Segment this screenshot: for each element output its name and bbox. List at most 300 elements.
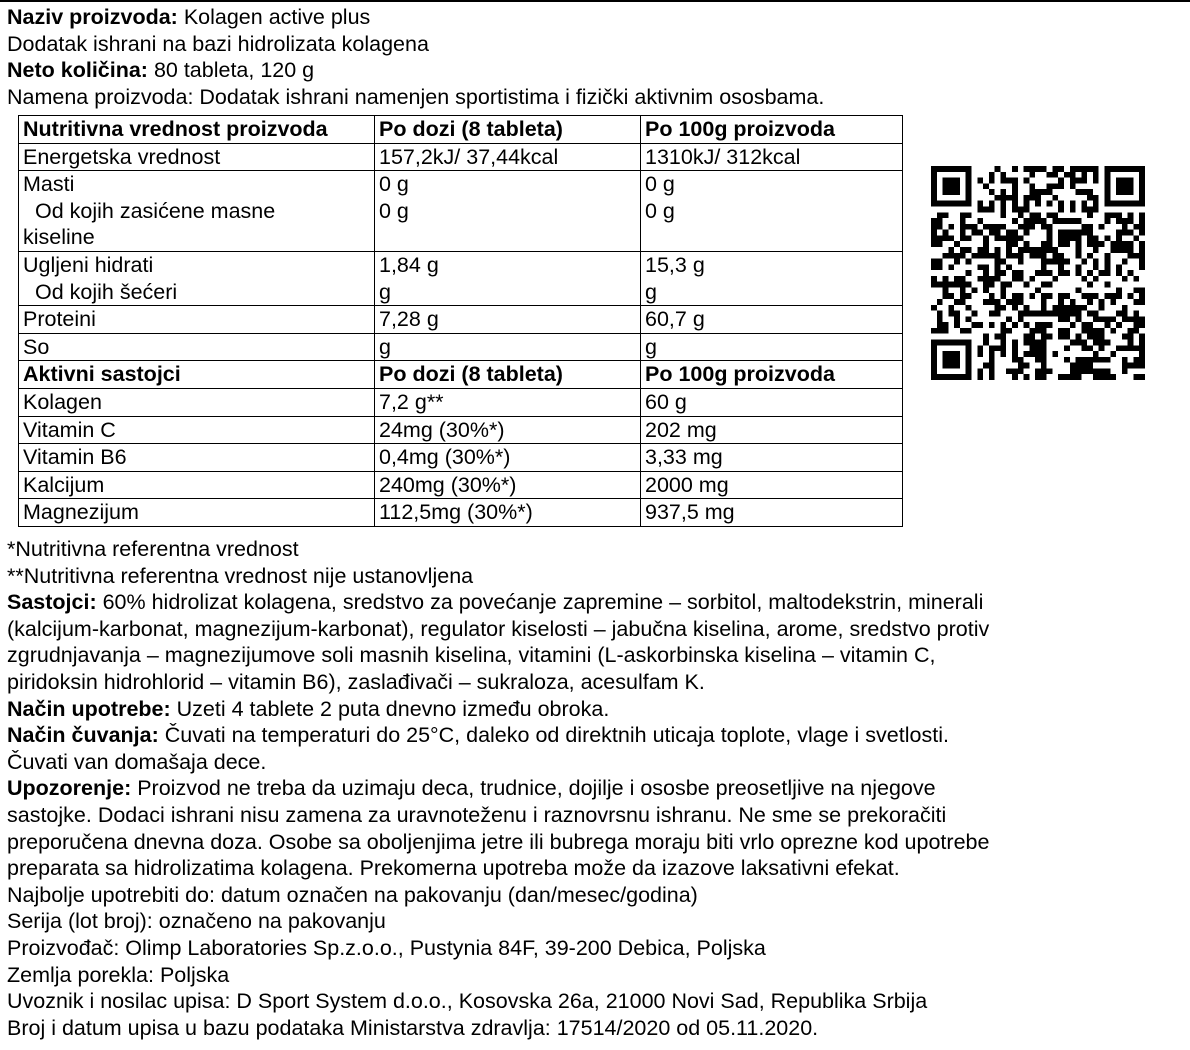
qr-module xyxy=(1139,287,1145,293)
qr-module xyxy=(960,212,966,218)
qr-module xyxy=(1018,363,1024,369)
qr-module xyxy=(948,264,954,270)
table-cell: 240mg (30%*) xyxy=(375,471,641,499)
qr-module xyxy=(937,328,943,334)
qr-module xyxy=(1076,316,1082,322)
qr-module xyxy=(1029,212,1035,218)
qr-module xyxy=(977,218,983,224)
qr-module xyxy=(989,374,995,380)
qr-module xyxy=(1018,316,1024,322)
qr-module xyxy=(1024,305,1030,311)
table-cell xyxy=(641,251,903,305)
table-row xyxy=(19,306,903,334)
qr-module xyxy=(989,293,995,299)
qr-module xyxy=(1064,218,1070,224)
qr-module xyxy=(1076,264,1082,270)
qr-module xyxy=(1058,178,1064,184)
table-row xyxy=(19,143,903,171)
qr-module xyxy=(1076,218,1082,224)
qr-module xyxy=(1058,230,1064,236)
net-quantity-line xyxy=(7,57,1183,84)
qr-module xyxy=(1139,253,1145,259)
qr-module xyxy=(1093,334,1099,340)
qr-module xyxy=(1081,189,1087,195)
qr-module xyxy=(1000,328,1006,334)
qr-module xyxy=(1087,230,1093,236)
qr-module xyxy=(1000,287,1006,293)
qr-module xyxy=(1029,172,1035,178)
qr-module xyxy=(1070,166,1076,172)
qr-module xyxy=(1029,351,1035,357)
qr-module xyxy=(1035,368,1041,374)
qr-module xyxy=(1093,316,1099,322)
qr-module xyxy=(1093,247,1099,253)
qr-module xyxy=(1116,322,1122,328)
table-cell: 24mg (30%*) xyxy=(375,416,641,444)
fat-dose: 0 g xyxy=(379,172,409,197)
qr-module xyxy=(1047,189,1053,195)
warning-text: preporučena dnevna doza. Osobe sa oboljenjima jetre ili bubrega moraju biti vrlo oprezne kod upotrebe xyxy=(7,829,990,854)
qr-module xyxy=(1052,172,1058,178)
qr-module xyxy=(960,253,966,259)
qr-module xyxy=(1000,224,1006,230)
qr-module xyxy=(1087,206,1093,212)
qr-module xyxy=(971,224,977,230)
fat-per100-sub: 0 g xyxy=(645,198,675,223)
qr-module xyxy=(1139,212,1145,218)
qr-module xyxy=(1116,345,1122,351)
qr-module xyxy=(1058,253,1064,259)
qr-module xyxy=(1058,305,1064,311)
qr-module xyxy=(1058,334,1064,340)
qr-module xyxy=(1041,259,1047,265)
carbs-dose: 1,84 g xyxy=(379,252,439,277)
qr-module xyxy=(966,293,972,299)
qr-module xyxy=(1064,328,1070,334)
qr-module xyxy=(977,374,983,380)
qr-module xyxy=(1058,299,1064,305)
qr-module xyxy=(989,299,995,305)
storage-text: Čuvati na temperaturi do 25°C, daleko od direktnih uticaja toplote, vlage i svetlosti. xyxy=(158,723,949,748)
qr-module xyxy=(1081,224,1087,230)
qr-module xyxy=(1110,351,1116,357)
qr-module xyxy=(1070,201,1076,207)
qr-module xyxy=(1041,374,1047,380)
qr-module xyxy=(937,311,943,317)
qr-module xyxy=(1110,241,1116,247)
qr-module xyxy=(1105,357,1111,363)
table-cell: 7,2 g** xyxy=(375,388,641,416)
qr-module xyxy=(1000,322,1006,328)
qr-module xyxy=(1052,311,1058,317)
reference-note: *Nutritivna referentna vrednost xyxy=(7,537,299,561)
qr-module xyxy=(1070,340,1076,346)
qr-module xyxy=(1139,340,1145,346)
qr-module xyxy=(1110,316,1116,322)
qr-module xyxy=(1128,212,1134,218)
qr-module xyxy=(1029,293,1035,299)
qr-module xyxy=(1128,316,1134,322)
qr-module xyxy=(1000,305,1006,311)
qr-module xyxy=(1018,368,1024,374)
qr-module xyxy=(989,230,995,236)
qr-module xyxy=(1041,264,1047,270)
qr-module xyxy=(1081,178,1087,184)
qr-module xyxy=(960,230,966,236)
qr-module xyxy=(1133,224,1139,230)
qr-module xyxy=(948,235,954,241)
qr-module xyxy=(1139,316,1145,322)
country-of-origin: Zemlja porekla: Poljska xyxy=(7,962,230,987)
qr-module xyxy=(983,206,989,212)
qr-module xyxy=(1133,328,1139,334)
qr-module xyxy=(1087,253,1093,259)
qr-module xyxy=(1041,224,1047,230)
qr-module xyxy=(1128,334,1134,340)
qr-module xyxy=(1058,235,1064,241)
qr-module xyxy=(1139,224,1145,230)
qr-module xyxy=(983,264,989,270)
qr-module xyxy=(1018,259,1024,265)
nutrition-header-row xyxy=(19,116,903,144)
qr-module xyxy=(1116,293,1122,299)
qr-module xyxy=(1087,368,1093,374)
qr-module xyxy=(1012,201,1018,207)
qr-module xyxy=(1012,345,1018,351)
table-row xyxy=(19,333,903,361)
qr-module xyxy=(1047,322,1053,328)
ingredients-text: 60% hidrolizat kolagena, sredstvo za povećanje zapremine – sorbitol, maltodekstrin, minerali xyxy=(96,590,984,615)
qr-module xyxy=(1116,264,1122,270)
qr-module xyxy=(931,328,937,334)
qr-module xyxy=(989,253,995,259)
qr-module xyxy=(1047,201,1053,207)
qr-module xyxy=(1024,351,1030,357)
table-cell: 3,33 mg xyxy=(641,444,903,472)
qr-module xyxy=(1105,368,1111,374)
qr-module xyxy=(1041,166,1047,172)
qr-module xyxy=(1000,178,1006,184)
qr-module xyxy=(1000,293,1006,299)
qr-module xyxy=(1058,311,1064,317)
qr-module xyxy=(1012,189,1018,195)
table-cell: 60,7 g xyxy=(641,306,903,334)
qr-module xyxy=(1139,218,1145,224)
qr-module xyxy=(1105,322,1111,328)
qr-module xyxy=(995,247,1001,253)
qr-module xyxy=(1000,189,1006,195)
table-cell: So xyxy=(19,333,375,361)
qr-module xyxy=(1081,259,1087,265)
qr-module xyxy=(1041,299,1047,305)
product-purpose: Namena proizvoda: Dodatak ishrani namenjen sportistima i fizički aktivnim ososbama. xyxy=(7,84,825,109)
qr-module xyxy=(1093,368,1099,374)
qr-module xyxy=(1099,270,1105,276)
qr-module xyxy=(1070,322,1076,328)
qr-module xyxy=(1076,253,1082,259)
qr-module xyxy=(1047,224,1053,230)
qr-module xyxy=(1076,334,1082,340)
table-cell: Magnezijum xyxy=(19,499,375,527)
qr-module xyxy=(937,282,943,288)
carbs-dose-sub: g xyxy=(379,279,391,304)
qr-module xyxy=(954,253,960,259)
qr-module xyxy=(983,363,989,369)
usage-label: Način upotrebe: xyxy=(7,696,171,721)
warning-label: Upozorenje: xyxy=(7,776,132,801)
qr-module xyxy=(1006,253,1012,259)
table-cell: Proteini xyxy=(19,306,375,334)
qr-module xyxy=(1012,230,1018,236)
qr-module xyxy=(966,224,972,230)
table-cell: 7,28 g xyxy=(375,306,641,334)
table-cell: Energetska vrednost xyxy=(19,143,375,171)
qr-module xyxy=(1024,230,1030,236)
usage-text: Uzeti 4 tablete 2 puta dnevno između obroka. xyxy=(170,696,610,721)
qr-module xyxy=(1047,241,1053,247)
active-header-cell: Po dozi (8 tableta) xyxy=(375,361,641,389)
qr-module xyxy=(966,247,972,253)
qr-module xyxy=(1081,230,1087,236)
ingredients-text: zgrudnjavanja – magnezijumove soli masnih kiselina, vitamini (L-askorbinska kiselina – vitamin C, xyxy=(7,643,936,668)
qr-module xyxy=(989,276,995,282)
qr-module xyxy=(1018,253,1024,259)
qr-module xyxy=(1139,293,1145,299)
qr-module xyxy=(1012,276,1018,282)
qr-module xyxy=(971,311,977,317)
qr-module xyxy=(1000,351,1006,357)
qr-module xyxy=(1139,264,1145,270)
qr-module xyxy=(977,322,983,328)
qr-module xyxy=(983,299,989,305)
qr-module xyxy=(977,351,983,357)
table-cell: 157,2kJ/ 37,44kcal xyxy=(375,143,641,171)
qr-module xyxy=(1139,299,1145,305)
qr-module xyxy=(1076,368,1082,374)
qr-module xyxy=(1087,334,1093,340)
qr-module xyxy=(1052,212,1058,218)
qr-module xyxy=(995,270,1001,276)
top-border xyxy=(0,0,1190,2)
qr-module xyxy=(1122,241,1128,247)
qr-module xyxy=(1058,206,1064,212)
lot-number: Serija (lot broj): označeno na pakovanju xyxy=(7,909,386,934)
qr-module xyxy=(1122,224,1128,230)
usage-line xyxy=(7,696,1183,723)
table-row xyxy=(19,471,903,499)
qr-module xyxy=(995,195,1001,201)
qr-module xyxy=(1006,235,1012,241)
qr-module xyxy=(995,224,1001,230)
qr-module xyxy=(1087,189,1093,195)
qr-module xyxy=(1000,172,1006,178)
qr-module xyxy=(1064,305,1070,311)
qr-module xyxy=(995,235,1001,241)
ingredients-label: Sastojci: xyxy=(7,590,97,615)
table-row xyxy=(19,444,903,472)
qr-module xyxy=(995,259,1001,265)
qr-module xyxy=(983,247,989,253)
qr-module xyxy=(971,253,977,259)
qr-module xyxy=(1070,305,1076,311)
warning-line xyxy=(7,775,1183,802)
qr-module xyxy=(1018,293,1024,299)
qr-module xyxy=(1035,212,1041,218)
ingredients-line xyxy=(7,589,1183,616)
qr-module xyxy=(1105,374,1111,380)
qr-module xyxy=(1139,351,1145,357)
qr-module xyxy=(1128,293,1134,299)
active-header-cell: Po 100g proizvoda xyxy=(641,361,903,389)
qr-module xyxy=(1064,334,1070,340)
qr-module xyxy=(983,334,989,340)
best-before: Najbolje upotrebiti do: datum označen na pakovanju (dan/mesec/godina) xyxy=(7,882,698,907)
qr-module xyxy=(948,305,954,311)
qr-module xyxy=(1093,293,1099,299)
warning-text: preparata sa hidrolizatima kolagena. Prekomerna upotreba može da izazove laksativni efekat. xyxy=(7,856,900,881)
qr-module xyxy=(1133,345,1139,351)
table-cell xyxy=(641,171,903,252)
qr-module xyxy=(1139,247,1145,253)
qr-module xyxy=(1041,241,1047,247)
qr-module xyxy=(1024,224,1030,230)
table-cell: Kalcijum xyxy=(19,471,375,499)
fat-label: Masti xyxy=(23,172,75,197)
qr-module xyxy=(1000,282,1006,288)
qr-module xyxy=(977,247,983,253)
qr-module xyxy=(1024,374,1030,380)
qr-module xyxy=(1087,212,1093,218)
qr-module xyxy=(960,235,966,241)
qr-module xyxy=(1076,311,1082,317)
qr-module xyxy=(983,253,989,259)
qr-module xyxy=(966,328,972,334)
qr-module xyxy=(1006,195,1012,201)
qr-module xyxy=(1076,305,1082,311)
qr-module xyxy=(1122,230,1128,236)
table-cell: g xyxy=(375,333,641,361)
qr-module xyxy=(1087,166,1093,172)
qr-module xyxy=(1133,322,1139,328)
qr-module xyxy=(977,230,983,236)
qr-module xyxy=(943,282,949,288)
qr-module xyxy=(1087,235,1093,241)
qr-module xyxy=(1041,368,1047,374)
qr-module xyxy=(1012,293,1018,299)
qr-module xyxy=(1012,178,1018,184)
qr-module xyxy=(1093,374,1099,380)
qr-module xyxy=(966,212,972,218)
qr-module xyxy=(1012,357,1018,363)
qr-module xyxy=(1070,178,1076,184)
qr-module xyxy=(1047,368,1053,374)
qr-module xyxy=(989,322,995,328)
qr-module xyxy=(1029,345,1035,351)
qr-module xyxy=(1087,195,1093,201)
qr-module xyxy=(937,235,943,241)
qr-module xyxy=(1064,345,1070,351)
qr-module xyxy=(931,241,937,247)
qr-module xyxy=(1035,189,1041,195)
qr-module xyxy=(948,253,954,259)
qr-module xyxy=(1064,316,1070,322)
product-name-label: Naziv proizvoda: xyxy=(7,5,178,29)
qr-module xyxy=(1024,195,1030,201)
qr-module xyxy=(1058,328,1064,334)
nutrition-header-cell: Nutritivna vrednost proizvoda xyxy=(19,116,375,144)
qr-module xyxy=(1087,299,1093,305)
qr-module xyxy=(948,293,954,299)
qr-module xyxy=(937,241,943,247)
qr-module xyxy=(1128,247,1134,253)
qr-module xyxy=(1105,316,1111,322)
reference-note: **Nutritivna referentna vrednost nije ustanovljena xyxy=(7,563,474,588)
qr-module xyxy=(1024,363,1030,369)
qr-module xyxy=(1064,241,1070,247)
qr-module xyxy=(1058,166,1064,172)
qr-module xyxy=(1116,241,1122,247)
qr-module xyxy=(1024,340,1030,346)
qr-module xyxy=(1018,299,1024,305)
qr-module xyxy=(1047,230,1053,236)
table-cell: 112,5mg (30%*) xyxy=(375,499,641,527)
qr-module xyxy=(1116,235,1122,241)
qr-module xyxy=(960,287,966,293)
qr-module xyxy=(989,351,995,357)
qr-module xyxy=(1000,201,1006,207)
qr-module xyxy=(1116,287,1122,293)
qr-module xyxy=(1041,322,1047,328)
qr-module xyxy=(1105,218,1111,224)
qr-module xyxy=(983,241,989,247)
qr-module xyxy=(989,282,995,288)
qr-module xyxy=(1139,230,1145,236)
qr-module xyxy=(1000,345,1006,351)
qr-module xyxy=(1024,201,1030,207)
qr-module xyxy=(1000,259,1006,265)
qr-module xyxy=(1093,195,1099,201)
qr-module xyxy=(1035,253,1041,259)
qr-module xyxy=(1076,287,1082,293)
qr-module xyxy=(1139,345,1145,351)
qr-code-icon xyxy=(931,166,1145,380)
qr-module xyxy=(1024,241,1030,247)
qr-module xyxy=(1110,247,1116,253)
qr-module xyxy=(1041,345,1047,351)
qr-module xyxy=(1012,368,1018,374)
qr-module xyxy=(1122,334,1128,340)
qr-module xyxy=(1087,293,1093,299)
qr-module xyxy=(937,322,943,328)
qr-module xyxy=(1047,235,1053,241)
qr-module xyxy=(1029,183,1035,189)
qr-module xyxy=(1041,282,1047,288)
qr-module xyxy=(1099,368,1105,374)
qr-module xyxy=(1024,334,1030,340)
qr-module xyxy=(1012,218,1018,224)
qr-module xyxy=(937,299,943,305)
qr-module xyxy=(1110,212,1116,218)
qr-module xyxy=(1081,363,1087,369)
qr-module xyxy=(1052,253,1058,259)
qr-module xyxy=(1035,374,1041,380)
qr-module xyxy=(954,299,960,305)
qr-module xyxy=(948,311,954,317)
qr-module xyxy=(937,264,943,270)
qr-module xyxy=(1081,305,1087,311)
qr-module xyxy=(931,259,937,265)
product-name-value: Kolagen active plus xyxy=(177,5,371,29)
